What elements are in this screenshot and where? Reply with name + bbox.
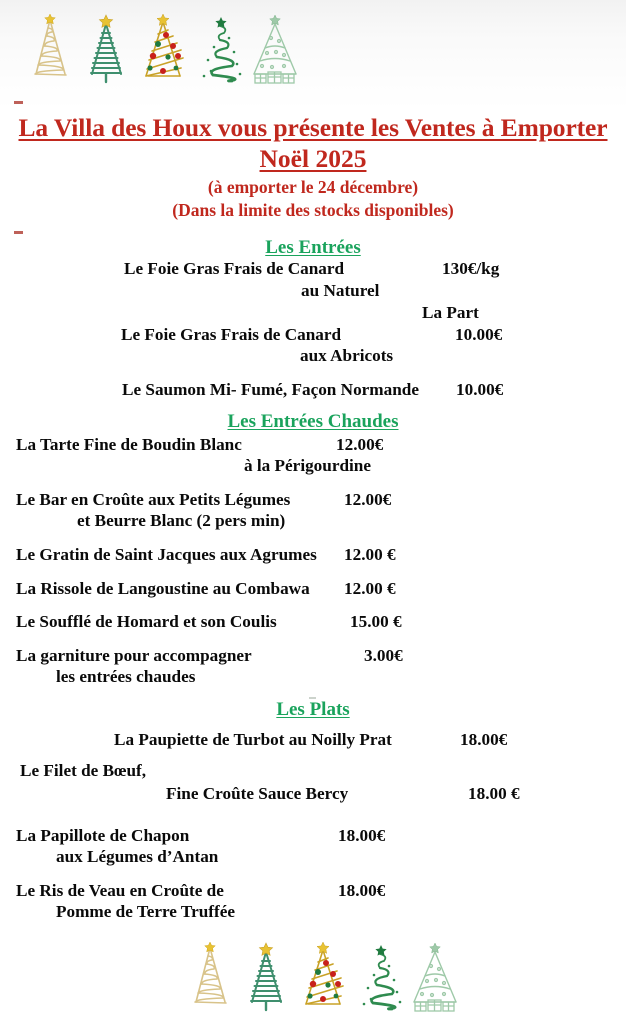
item-name: Le Ris de Veau en Croûte de (16, 881, 224, 900)
tree-pale-outline (414, 952, 456, 1002)
item-price: 12.00 € (344, 579, 396, 598)
item-name: Le Soufflé de Homard et son Coulis (16, 612, 277, 631)
item-name: Le Foie Gras Frais de Canard (121, 325, 342, 344)
item-name: La garniture pour accompagner (16, 646, 252, 665)
column-label-la-part: La Part (422, 303, 479, 322)
item-price: 18.00€ (338, 826, 386, 845)
item-price: 12.00€ (336, 435, 384, 454)
margin-dash-mark-2 (14, 231, 23, 234)
page-title-line-2: Noël 2025 (259, 144, 367, 173)
christmas-trees-banner-bottom (178, 936, 468, 1018)
item-name-second-line: au Naturel (301, 281, 380, 300)
item-name: Le Saumon Mi- Fumé, Façon Normande (122, 380, 419, 399)
gift-boxes (255, 72, 294, 83)
section-heading-entrees: Les Entrées (265, 237, 361, 258)
item-name-second-line: Pomme de Terre Truffée (56, 902, 235, 921)
item-name-second-line: et Beurre Blanc (2 pers min) (77, 511, 286, 530)
christmas-trees-illustration (178, 936, 468, 1018)
item-name-second-line: aux Légumes d’Antan (56, 847, 219, 866)
item-price: 12.00€ (344, 490, 392, 509)
item-name: Le Bar en Croûte aux Petits Légumes (16, 490, 291, 509)
item-price: 18.00 € (468, 784, 520, 803)
item-name: La Paupiette de Turbot au Noilly Prat (114, 730, 392, 749)
item-price: 130€/kg (442, 259, 500, 278)
item-name: La Papillote de Chapon (16, 826, 190, 845)
item-price: 3.00€ (364, 646, 403, 665)
tree-green-zigzag (372, 954, 396, 1009)
tree-gold-spiral (35, 20, 66, 75)
item-price: 15.00 € (350, 612, 402, 631)
item-price: 12.00 € (344, 545, 396, 564)
item-price: 18.00€ (338, 881, 386, 900)
item-name: La Tarte Fine de Boudin Blanc (16, 435, 242, 454)
item-name-second-line: aux Abricots (300, 346, 394, 365)
tree-green-zigzag (212, 26, 236, 81)
item-price: 10.00€ (456, 380, 504, 399)
item-name: Le Foie Gras Frais de Canard (124, 259, 345, 278)
christmas-trees-banner-top (18, 8, 308, 90)
document-title-block (0, 112, 626, 222)
page-subtitle-line-1: (à emporter le 24 décembre) (207, 177, 419, 197)
section-heading-plats: Les Plats (276, 699, 350, 720)
margin-dash-mark-1 (14, 101, 23, 104)
item-name-second-line: Fine Croûte Sauce Bercy (166, 784, 349, 803)
page-title-line-1: La Villa des Houx vous présente les Ventes à Emporter (18, 113, 608, 142)
christmas-trees-illustration (18, 8, 308, 90)
item-price: 10.00€ (455, 325, 503, 344)
item-name-second-line: les entrées chaudes (56, 667, 196, 686)
tree-pale-outline (254, 24, 296, 74)
item-name-second-line: à la Périgourdine (244, 456, 371, 475)
gift-boxes (415, 1000, 454, 1011)
tree-green-layers (251, 952, 281, 1010)
section-heading-entrees-chaudes: Les Entrées Chaudes (227, 411, 399, 432)
item-name: La Rissole de Langoustine au Combawa (16, 579, 310, 598)
tree-gold-spiral (195, 948, 226, 1003)
item-name: Le Filet de Bœuf, (20, 761, 147, 780)
item-name: Le Gratin de Saint Jacques aux Agrumes (16, 545, 317, 564)
tree-green-layers (91, 24, 121, 82)
page-subtitle-line-2: (Dans la limite des stocks disponibles) (172, 200, 454, 220)
page-title-line-2-wrap (0, 143, 626, 174)
item-price: 18.00€ (460, 730, 508, 749)
